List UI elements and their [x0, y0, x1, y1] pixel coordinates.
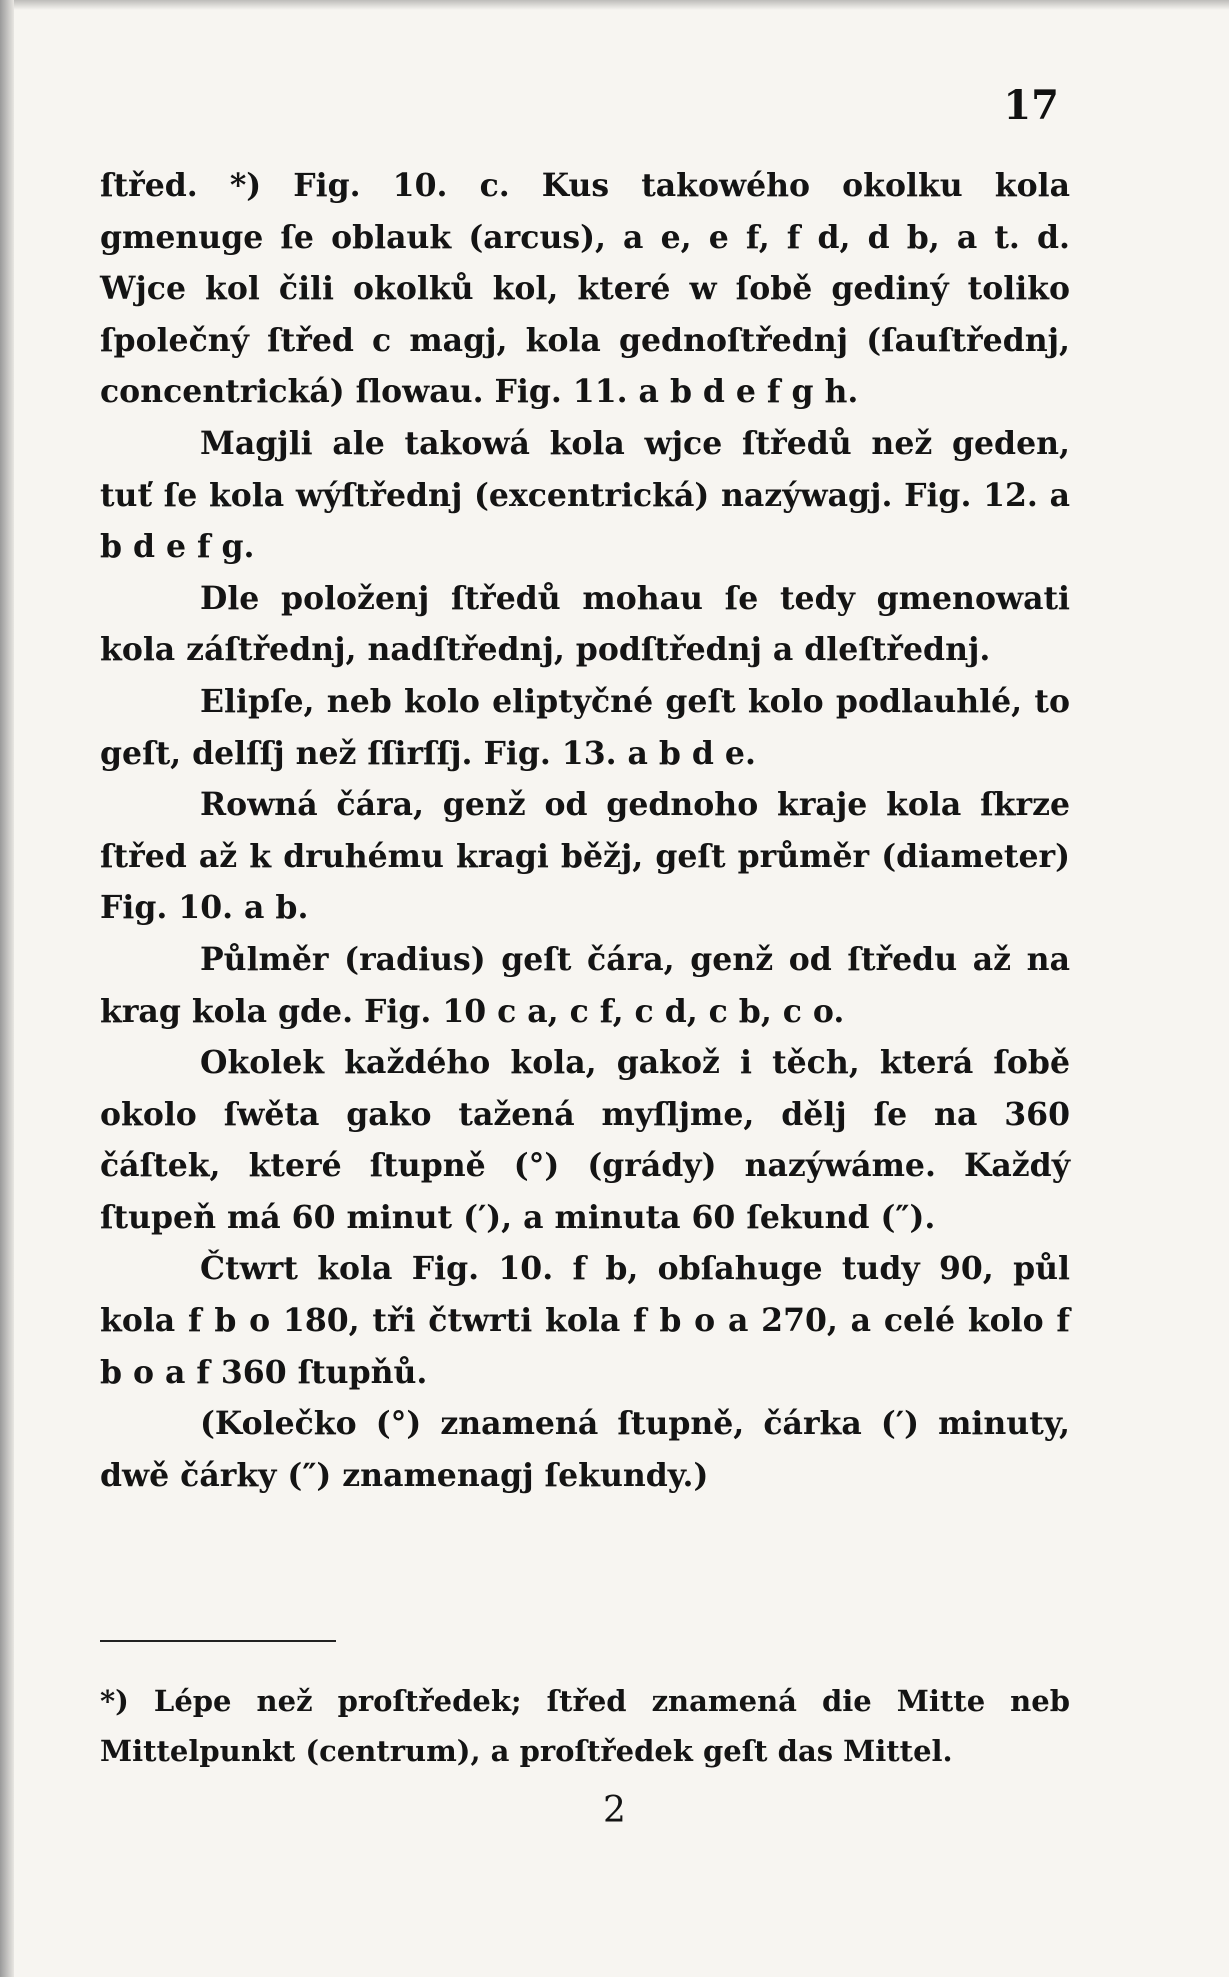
footnote-divider	[100, 1640, 336, 1642]
paragraph-diameter: Rowná čára, genž od gednoho kraje kola ſkrze ſtřed až k druhému kragi běžj, geſt průměr (diameter) Fig. 10. a b.	[100, 786, 1070, 927]
page-left-edge	[0, 0, 14, 1977]
signature-mark: 2	[603, 1790, 626, 1831]
paragraph-ellipse: Elipſe, neb kolo eliptyčné geſt kolo podlauhlé, to geſt, delſſj než ſſirſſj. Fig. 13. a b d e.	[100, 682, 1070, 772]
paragraph-center-positions: Dle položenj ſtředů mohau ſe tedy gmenowati kola záſtřednj, nadſtřednj, podſtřednj a dleſtřednj.	[100, 579, 1070, 669]
paragraph-center-definition: ſtřed. *) Fig. 10. c. Kus takowého okolku kola gmenuge ſe oblauk (arcus), a e, e f, f d, d b, a t. d. Wjce kol čili okolků kol, které w ſobě gediný toliko ſpolečný ſtřed c magj, kola gednoſtřednj (ſauſtřednj, concentrická) ſlowau. Fig. 11. a b d e f g h.	[100, 167, 1070, 411]
page-number: 17	[1003, 82, 1059, 129]
paragraph-quarter-circle: Čtwrt kola Fig. 10. f b, obſahuge tudy 90, půl kola f b o 180, tři čtwrti kola f b o a 270, a celé kolo f b o a f 360 ſtupňů.	[100, 1250, 1070, 1391]
paragraph-radius: Půlměr (radius) geſt čára, genž od ſtředu až na krag kola gde. Fig. 10 c a, c f, c d, c b, c o.	[100, 940, 1070, 1030]
footnote	[100, 1676, 1070, 1776]
footnote-text: *) Lépe než proſtředek; ſtřed znamená die Mitte neb Mittelpunkt (centrum), a proſtředek geſt das Mittel.	[100, 1684, 1070, 1768]
paragraph-excentric: Magjli ale takowá kola wjce ſtředů než geden, tuť ſe kola wýſtřednj (excentrická) nazýwagj. Fig. 12. a b d e f g.	[100, 424, 1070, 566]
paragraph-degrees: Okolek každého kola, gakož i těch, která ſobě okolo ſwěta gako tažená myſljme, dělj ſe na 360 čáſtek, které ſtupně (°) (grády) nazýwáme. Každý ſtupeň má 60 minut (′), a minuta 60 ſekund (″).	[100, 1044, 1070, 1236]
paragraph-symbols-note: (Kolečko (°) znamená ſtupně, čárka (′) minuty, dwě čárky (″) znamenagj ſekundy.)	[100, 1405, 1070, 1494]
page-top-edge	[0, 0, 1229, 10]
body-text	[100, 160, 1070, 1501]
